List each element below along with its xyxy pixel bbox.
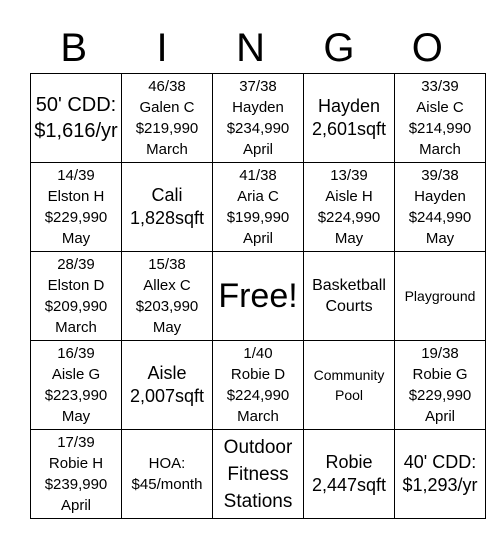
bingo-cell[interactable] — [304, 252, 395, 341]
bingo-cell[interactable] — [31, 163, 122, 252]
bingo-cell[interactable] — [122, 252, 213, 341]
cell-text: 16/39 Aisle G $223,990 May — [44, 345, 108, 425]
bingo-header — [30, 22, 472, 74]
bingo-cell[interactable] — [122, 74, 213, 163]
bingo-cell[interactable] — [31, 74, 122, 163]
bingo-cell[interactable] — [304, 341, 395, 430]
header-letter-b: B — [60, 26, 89, 70]
bingo-cell[interactable] — [122, 163, 213, 252]
cell-text: 40' CDD: $1,293/yr — [402, 452, 478, 495]
bingo-cell[interactable] — [31, 430, 122, 519]
cell-text: Aisle 2,007sqft — [129, 363, 205, 406]
bingo-cell[interactable] — [395, 341, 486, 430]
bingo-row — [31, 430, 486, 519]
cell-text: 46/38 Galen C $219,990 March — [135, 78, 199, 158]
cell-text: 14/39 Elston H $229,990 May — [44, 167, 108, 247]
cell-text: 37/38 Hayden $234,990 April — [226, 78, 290, 158]
cell-text: 19/38 Robie G $229,990 April — [408, 345, 472, 425]
bingo-row — [31, 74, 486, 163]
bingo-row — [31, 163, 486, 252]
cell-text: 39/38 Hayden $244,990 May — [408, 167, 472, 247]
header-letter-i: I — [156, 26, 169, 70]
cell-text: 1/40 Robie D $224,990 March — [226, 345, 290, 425]
cell-text: 50' CDD: $1,616/yr — [34, 94, 118, 142]
cell-text: Outdoor Fitness Stations — [223, 436, 293, 512]
bingo-cell[interactable] — [395, 74, 486, 163]
bingo-cell[interactable] — [31, 341, 122, 430]
bingo-cell[interactable] — [395, 430, 486, 519]
bingo-cell[interactable] — [395, 252, 486, 341]
bingo-cell[interactable] — [31, 252, 122, 341]
bingo-cell[interactable] — [213, 74, 304, 163]
free-space-text: Free! — [218, 277, 298, 315]
bingo-cell[interactable] — [213, 341, 304, 430]
cell-text: Community Pool — [313, 367, 385, 403]
bingo-cell[interactable] — [304, 163, 395, 252]
cell-text: Robie 2,447sqft — [311, 452, 387, 495]
bingo-cell[interactable] — [395, 163, 486, 252]
bingo-cell[interactable] — [122, 430, 213, 519]
cell-text: 28/39 Elston D $209,990 March — [44, 256, 108, 336]
bingo-row — [31, 341, 486, 430]
cell-text: 13/39 Aisle H $224,990 May — [317, 167, 381, 247]
cell-text: 15/38 Allex C $203,990 May — [135, 256, 199, 336]
cell-text: Playground — [404, 288, 476, 304]
header-letter-g: G — [323, 26, 356, 70]
header-letter-n: N — [236, 26, 266, 70]
cell-text: Basketball Courts — [312, 277, 386, 315]
cell-text: 17/39 Robie H $239,990 April — [44, 434, 108, 514]
bingo-cell[interactable] — [213, 430, 304, 519]
bingo-row — [31, 252, 486, 341]
header-letter-o: O — [411, 26, 444, 70]
cell-text: 33/39 Aisle C $214,990 March — [408, 78, 472, 158]
bingo-cell[interactable] — [304, 430, 395, 519]
bingo-cell[interactable] — [122, 341, 213, 430]
cell-text: Hayden 2,601sqft — [311, 96, 387, 139]
bingo-cell[interactable] — [304, 74, 395, 163]
cell-text: Cali 1,828sqft — [129, 185, 205, 228]
bingo-free-cell[interactable] — [213, 252, 304, 341]
cell-text: 41/38 Aria C $199,990 April — [226, 167, 290, 247]
cell-text: HOA: $45/month — [131, 455, 203, 493]
bingo-card-grid — [30, 73, 486, 519]
bingo-cell[interactable] — [213, 163, 304, 252]
